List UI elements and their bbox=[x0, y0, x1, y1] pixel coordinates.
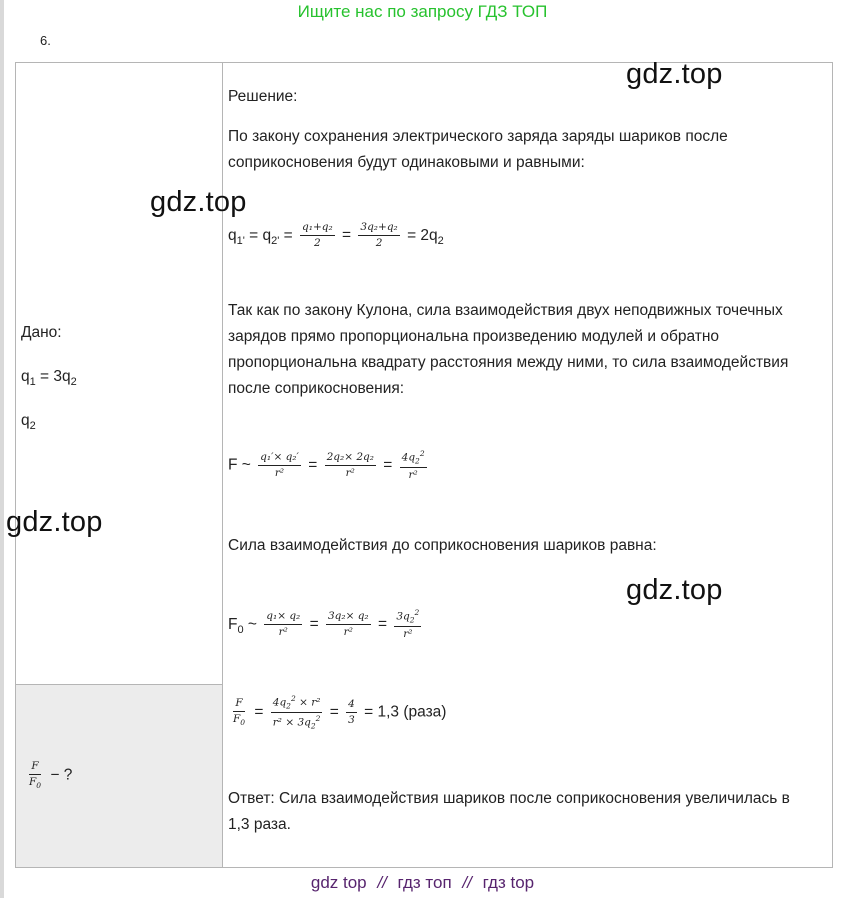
answer-text: Ответ: Сила взаимодействия шариков после соприкосновения увеличилась в 1,3 раза. bbox=[228, 790, 790, 833]
footer-separator: // bbox=[377, 873, 387, 892]
footer-links bbox=[0, 873, 845, 893]
watermark: gdz.top bbox=[6, 506, 103, 538]
equation-ratio: $\frac{F}{F_0}$ = $\frac{4q_2^2 \times r^2}{r^2 \times 3q_2^2}$ = $\frac{4}{3}$ = 1,3 (раза) bbox=[233, 694, 447, 731]
equation-force-after: F ~ $\frac{\text{q₁′× q₂′}}{\text{r²}}$ = $\frac{\text{2q₂× 2q₂}}{\text{r²}}$ = $\frac{4q_2^2}{\text{r²}}$ bbox=[228, 449, 425, 481]
search-banner[interactable]: Ищите нас по запросу ГДЗ ТОП bbox=[297, 2, 548, 21]
footer-link-gdz-top-mixed[interactable]: гдз top bbox=[482, 873, 535, 892]
footer-link-gdz-top[interactable]: gdz top bbox=[310, 873, 367, 892]
solution-sheet bbox=[15, 62, 833, 868]
equation-charges: $q_{1'} = q_{2'}$ = $\frac{\text{q₁+q₂}}{2}$ = $\frac{\text{3q₂+q₂}}{2}$ = $2q_2$ bbox=[228, 221, 444, 250]
given-q1: $q_1 = 3q_2$ bbox=[21, 368, 77, 389]
left-edge-strip bbox=[0, 0, 4, 898]
solution-para-1: По закону сохранения электрического заряда заряды шариков после соприкосновения будут одинаковыми и равными: bbox=[228, 128, 728, 171]
watermark: gdz.top bbox=[150, 186, 247, 218]
equation-force-before: $F_0$ ~ $\frac{\text{q₁× q₂}}{\text{r²}}$ = $\frac{\text{3q₂× q₂}}{\text{r²}}$ = $\frac{3q_2^2}{\text{r²}}$ bbox=[228, 608, 420, 640]
footer-separator: // bbox=[462, 873, 472, 892]
footer-link-gdz-top-ru[interactable]: гдз топ bbox=[397, 873, 452, 892]
watermark: gdz.top bbox=[626, 58, 723, 90]
solution-heading: Решение: bbox=[228, 88, 298, 105]
given-label: Дано: bbox=[21, 324, 62, 341]
find-expression: $\frac{F}{F_0}$ − ? bbox=[29, 760, 73, 791]
solution-para-2: Так как по закону Кулона, сила взаимодействия двух неподвижных точечных зарядов прямо пропорциональна произведению модулей и обратно пропорциональна квадрату расстояния между ними, то сила взаимодействия после соприкосновения: bbox=[228, 302, 789, 397]
solution-para-3: Сила взаимодействия до соприкосновения шариков равна: bbox=[228, 537, 657, 554]
watermark: gdz.top bbox=[626, 574, 723, 606]
task-number: 6. bbox=[40, 33, 51, 48]
given-q2: $q_2$ bbox=[21, 412, 36, 433]
